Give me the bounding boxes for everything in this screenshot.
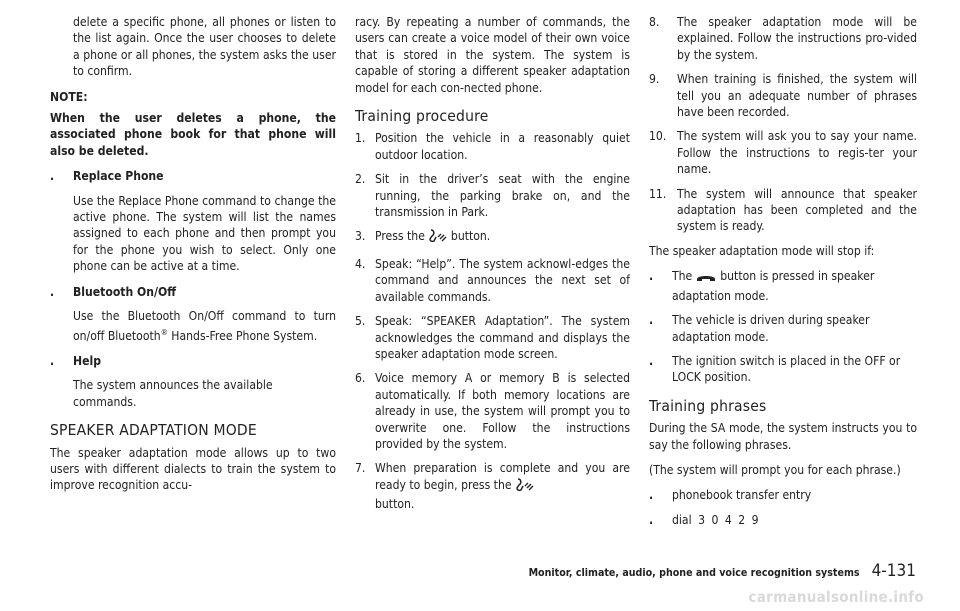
step-4: 4. Speak: “Help”. The system acknowl-edges the command and announces the next set of available commands.: [355, 256, 630, 304]
bullet-title: Bluetooth On/Off: [73, 284, 177, 299]
bullet-marker: .: [50, 353, 55, 368]
stop-bullet-2: . The vehicle is driven during speaker adaptation mode.: [649, 313, 870, 344]
stop-bullet-3: . The ignition switch is placed in the OFF or LOCK position.: [649, 353, 901, 385]
stop-bullet-1: . The button is pressed in speaker adaptation mode.: [649, 269, 875, 303]
section-heading: SPEAKER ADAPTATION MODE: [50, 421, 257, 440]
step-8: 8. The speaker adaptation mode will be explained. Follow the instructions pro-vided by the system.: [649, 15, 917, 62]
page-number: 4-131: [871, 561, 916, 581]
watermark: carmanualsonline.info: [748, 588, 924, 606]
column-3: [649, 14, 917, 536]
step-7: 7. When preparation is complete and you are ready to begin, press the button.: [355, 461, 630, 512]
bullet-marker: .: [50, 284, 55, 299]
step-11: 11. The system will announce that speaker adaptation has been completed and the system is ready.: [649, 186, 917, 234]
paragraph: (The system will prompt you for each phrase.): [649, 462, 901, 477]
bullet-help: [50, 353, 336, 369]
paragraph: racy. By repeating a number of commands, the users can create a voice model of their own voice that is stored in the system. The system is capable of storing a different speaker adaptation model for each con-nected phone.: [355, 15, 630, 95]
bullet-title: Help: [73, 353, 102, 368]
bullet-bluetooth: [50, 284, 336, 300]
note-text: When the user deletes a phone, the associated phone book for that phone will also be deleted.: [50, 111, 336, 158]
section-heading: Training phrases: [649, 396, 767, 415]
paragraph: The speaker adaptation mode allows up to two users with different dialects to train the system to improve recognition accu-: [50, 445, 336, 493]
bullet-body: Use the Replace Phone command to change the active phone. The system will list the names assigned to each phone and then prompt you for the phone you wish to select. Only one phone can be active at a time.: [73, 193, 336, 274]
note-label: NOTE:: [50, 89, 88, 104]
step-2: 2. Sit in the driver’s seat with the engine running, the parking brake on, and the transmission in Park.: [355, 172, 630, 220]
step-10: 10. The system will ask you to say your name. Follow the instructions to regis-ter your name.: [649, 129, 917, 177]
bullet-body: Use the Bluetooth On/Off command to turn on/off Bluetooth® Hands-Free Phone System.: [73, 309, 336, 343]
bullet-title: Replace Phone: [73, 169, 164, 184]
page-footer: [529, 561, 916, 581]
step-3: 3. Press the button.: [355, 228, 630, 247]
column-1: [50, 14, 336, 503]
bullet-body: The system announces the available commands.: [73, 378, 273, 409]
step-1: 1. Position the vehicle in a reasonably quiet outdoor location.: [355, 131, 630, 162]
talk-button-icon: [516, 477, 534, 496]
column-2: [355, 14, 630, 521]
phone-handset-icon: [696, 271, 716, 287]
section-title: Monitor, climate, audio, phone and voice recognition systems: [528, 567, 860, 579]
talk-button-icon: [429, 228, 447, 247]
step-9: 9. When training is finished, the system will tell you an adequate number of phrases have been recorded.: [649, 72, 917, 120]
stop-intro: The speaker adaptation mode will stop if:: [649, 243, 875, 258]
step-5: 5. Speak: “SPEAKER Adaptation”. The system acknowledges the command and displays the speaker adaptation mode screen.: [355, 314, 630, 361]
section-heading: Training procedure: [355, 107, 489, 126]
step-6: 6. Voice memory A or memory B is selected automatically. If both memory locations are already in use, the system will prompt you to overwrite one. Follow the instructions provided by the system.: [355, 371, 630, 451]
bullet-replace-phone: [50, 168, 336, 184]
phrase-item: . dial 3 0 4 2 9: [649, 512, 759, 527]
phrase-item: . phonebook transfer entry: [649, 488, 812, 503]
intro-paragraph: delete a specific phone, all phones or listen to the list again. Once the user chooses to delete a phone or all phones, the system asks the user to confirm.: [73, 15, 336, 79]
bullet-marker: .: [50, 169, 55, 184]
paragraph: During the SA mode, the system instructs you to say the following phrases.: [649, 421, 917, 452]
